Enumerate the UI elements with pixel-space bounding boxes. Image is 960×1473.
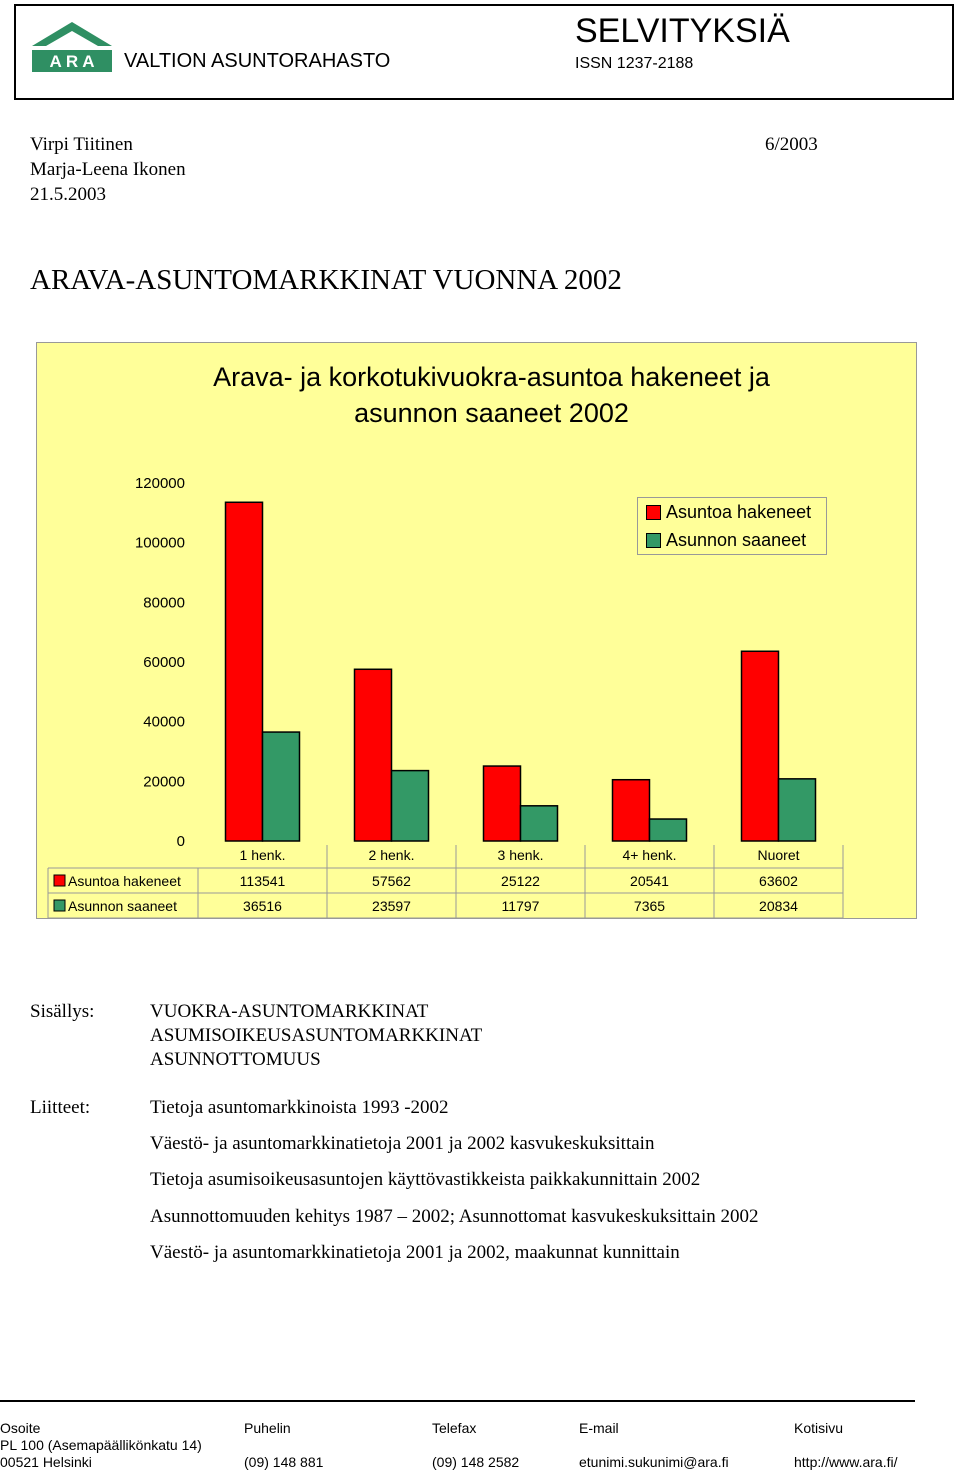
- bar-saaneet: [263, 732, 300, 841]
- footer-phone-label: Puhelin: [244, 1420, 291, 1436]
- contents-label: Sisällys:: [30, 1001, 95, 1022]
- y-tick-label: 120000: [134, 475, 185, 492]
- bar-saaneet: [521, 806, 558, 841]
- footer-web[interactable]: http://www.ara.fi/: [794, 1454, 898, 1470]
- legend-item-hakeneet: [646, 502, 811, 523]
- contents-item: ASUNNOTTOMUUS: [150, 1049, 321, 1070]
- table-cell-value: 63602: [759, 873, 798, 889]
- main-title: ARAVA-ASUNTOMARKKINAT VUONNA 2002: [30, 264, 622, 296]
- table-legend-key: [54, 875, 65, 886]
- table-cell-value: 7365: [633, 898, 666, 914]
- footer-email-label: E-mail: [579, 1420, 619, 1436]
- y-tick-label: 0: [176, 833, 185, 850]
- table-cell-value: 36516: [243, 898, 282, 914]
- contents-item: VUOKRA-ASUNTOMARKKINAT: [150, 1001, 429, 1022]
- legend-item-saaneet: [646, 530, 806, 551]
- attachment-item: Asunnottomuuden kehitys 1987 – 2002; Asunnottomat kasvukeskuksittain 2002: [150, 1206, 759, 1227]
- y-tick-label: 20000: [143, 773, 185, 791]
- chart-title-line-2: asunnon saaneet 2002: [354, 398, 629, 428]
- bar-saaneet: [392, 771, 429, 841]
- bar-saaneet: [650, 819, 687, 841]
- org-name: VALTION ASUNTORAHASTO: [124, 50, 391, 72]
- table-cell-value: 11797: [501, 898, 540, 914]
- footer-web-label: Kotisivu: [794, 1420, 844, 1436]
- x-category-label: 1 henk.: [239, 847, 286, 863]
- bar-hakeneet: [226, 502, 263, 841]
- table-legend-key: [54, 900, 65, 911]
- issue-number: 6/2003: [765, 134, 818, 155]
- x-category-label: Nuoret: [757, 847, 800, 863]
- footer-address-line-2: 00521 Helsinki: [0, 1454, 92, 1470]
- bar-saaneet: [779, 779, 816, 841]
- x-category-label: 2 henk.: [368, 847, 415, 863]
- bar-hakeneet: [355, 669, 392, 841]
- series-title: SELVITYKSIÄ: [575, 12, 790, 50]
- logo-text: A R A: [49, 52, 95, 71]
- table-cell-value: 57562: [372, 873, 411, 889]
- attachment-item: Väestö- ja asuntomarkkinatietoja 2001 ja 2002, maakunnat kunnittain: [150, 1242, 680, 1263]
- table-cell-value: 25122: [501, 873, 540, 889]
- table-cell-value: 20834: [759, 898, 798, 914]
- attachments-label: Liitteet:: [30, 1097, 91, 1118]
- footer-phone: (09) 148 881: [244, 1454, 324, 1470]
- x-category-label: 4+ henk.: [622, 847, 677, 863]
- legend-swatch-hakeneet: [646, 505, 661, 520]
- attachment-item: Tietoja asuntomarkkinoista 1993 -2002: [150, 1097, 449, 1118]
- table-cell-value: 20541: [630, 873, 669, 889]
- table-cell-value: 23597: [372, 898, 411, 914]
- y-tick-label: 100000: [134, 534, 185, 552]
- legend-swatch-saaneet: [646, 533, 661, 548]
- table-row-label: Asuntoa hakeneet: [68, 873, 181, 889]
- chart-title-line-1: Arava- ja korkotukivuokra-asuntoa hakeneet ja: [213, 362, 770, 392]
- footer-address-line-1: PL 100 (Asemapäällikönkatu 14): [0, 1437, 202, 1453]
- chart-legend: [637, 497, 827, 555]
- attachment-item: Väestö- ja asuntomarkkinatietoja 2001 ja 2002 kasvukeskuksittain: [150, 1133, 655, 1154]
- table-row-label: Asunnon saaneet: [68, 898, 177, 914]
- bar-hakeneet: [742, 651, 779, 841]
- legend-label-saaneet: Asunnon saaneet: [666, 530, 807, 550]
- footer-rule: [0, 1400, 915, 1402]
- author-2: Marja-Leena Ikonen: [30, 159, 186, 180]
- issn: ISSN 1237-2188: [575, 55, 694, 72]
- bar-hakeneet: [613, 780, 650, 841]
- author-1: Virpi Tiitinen: [30, 134, 133, 155]
- footer-fax: (09) 148 2582: [432, 1454, 520, 1470]
- footer-email[interactable]: etunimi.sukunimi@ara.fi: [579, 1454, 729, 1470]
- attachment-item: Tietoja asumisoikeusasuntojen käyttövastikkeista paikkakunnittain 2002: [150, 1169, 701, 1190]
- y-tick-label: 60000: [143, 654, 185, 671]
- footer-address-label: Osoite: [0, 1420, 41, 1436]
- y-tick-label: 40000: [143, 713, 185, 731]
- footer-fax-label: Telefax: [432, 1420, 477, 1436]
- x-category-label: 3 henk.: [497, 847, 544, 863]
- bar-hakeneet: [484, 766, 521, 841]
- contents-item: ASUMISOIKEUSASUNTOMARKKINAT: [150, 1025, 483, 1046]
- report-date: 21.5.2003: [30, 184, 106, 205]
- y-tick-label: 80000: [143, 594, 185, 612]
- legend-label-hakeneet: Asuntoa hakeneet: [666, 502, 812, 522]
- table-cell-value: 113541: [239, 873, 286, 889]
